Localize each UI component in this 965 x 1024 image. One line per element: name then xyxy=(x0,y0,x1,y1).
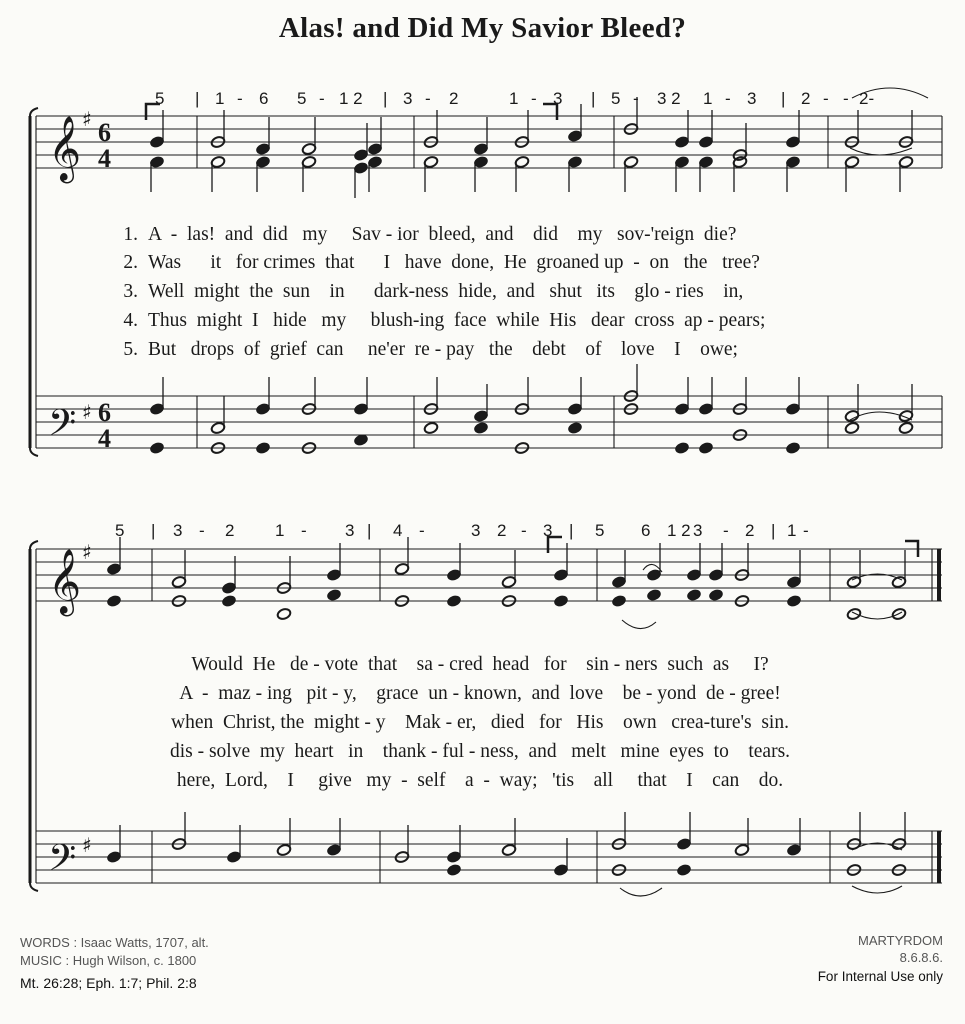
verse-line: here, Lord, I give my - self a - way; 'tis all that I can do. xyxy=(176,770,784,791)
note-head xyxy=(221,594,236,607)
verse-line: dis - solve my heart in thank - ful - ness, and melt mine eyes to tears. xyxy=(169,741,791,762)
treble-staff-2 xyxy=(36,549,942,601)
sol-token: | xyxy=(367,521,372,540)
note-head xyxy=(686,588,701,601)
note-head xyxy=(646,588,661,601)
sol-token: - xyxy=(803,521,809,540)
time-sig-top: 6 xyxy=(98,118,111,147)
bass-clef-icon: 𝄢 xyxy=(48,402,77,453)
sol-token: 3 xyxy=(693,521,703,540)
verse-number: 4. xyxy=(123,310,138,331)
verse-text: A - las! and did my Sav - ior bleed, and did my sov-'reign die? xyxy=(148,224,737,245)
sol-token: 1 2 xyxy=(339,89,363,108)
sol-token: 3 2 xyxy=(657,89,681,108)
sol-token: 3 xyxy=(173,521,183,540)
bass-staff-1 xyxy=(36,396,942,448)
note-head xyxy=(106,594,121,607)
sharp-icon: ♯ xyxy=(82,540,92,564)
sol-token: 3 xyxy=(345,521,355,540)
verse-line xyxy=(96,252,896,278)
sol-token: - xyxy=(319,89,325,108)
sol-token: | xyxy=(591,89,596,108)
note-head xyxy=(708,588,723,601)
verse-number: 3. xyxy=(123,281,138,302)
verse-number: 1. xyxy=(123,224,138,245)
verse-line xyxy=(96,339,896,365)
sol-token: 6 xyxy=(259,89,269,108)
note-head xyxy=(276,607,291,620)
sol-token: | xyxy=(383,89,388,108)
sol-token: - xyxy=(531,89,537,108)
sol-token: | xyxy=(771,521,776,540)
breath-mark-icon xyxy=(543,104,557,120)
verse-text: But drops of grief can ne'er re - pay the debt of love I owe; xyxy=(148,339,738,360)
note-head xyxy=(786,594,801,607)
sol-token: | xyxy=(195,89,200,108)
sol-token: - xyxy=(725,89,731,108)
note-head xyxy=(567,421,582,434)
note-head xyxy=(844,421,859,434)
treble-clef-icon: 𝄞 xyxy=(48,549,82,614)
treble-staff-1 xyxy=(36,116,942,168)
note-head xyxy=(846,607,861,620)
sol-token: 6 xyxy=(641,521,651,540)
verse-number: 2. xyxy=(123,252,138,273)
sol-token: | xyxy=(151,521,156,540)
sol-token: | xyxy=(781,89,786,108)
breath-mark-icon xyxy=(548,537,562,553)
sharp-icon: ♯ xyxy=(82,400,92,424)
verse-line xyxy=(96,310,896,336)
verse-line: A - maz - ing pit - y, grace un - known, and love be - yond de - gree! xyxy=(179,683,781,704)
tune-info xyxy=(818,932,943,985)
sol-token: 3 xyxy=(543,521,553,540)
sol-token: 5 xyxy=(595,521,605,540)
sol-token: 2 xyxy=(497,521,507,540)
note-head xyxy=(473,421,488,434)
bass-clef-icon: 𝄢 xyxy=(48,837,77,888)
note-head xyxy=(553,594,568,607)
internal-use-note: For Internal Use only xyxy=(817,969,943,984)
sol-token: 1 2 xyxy=(667,521,691,540)
sol-token: 2 xyxy=(449,89,459,108)
note-head xyxy=(898,421,913,434)
tune-meter: 8.6.8.6. xyxy=(899,950,943,965)
sol-token: 2 xyxy=(745,521,755,540)
sol-token: - xyxy=(419,521,425,540)
verse-text: Was it for crimes that I have done, He groaned up - on the tree? xyxy=(148,252,760,273)
sol-token: - xyxy=(633,89,639,108)
verse-number: 5. xyxy=(123,339,138,360)
sol-token: - xyxy=(301,521,307,540)
sharp-icon: ♯ xyxy=(82,833,92,857)
treble-clef-icon: 𝄞 xyxy=(48,116,82,181)
sol-token: | xyxy=(569,521,574,540)
sol-token: 5 xyxy=(297,89,307,108)
note-head xyxy=(149,441,164,454)
note-head xyxy=(255,441,270,454)
note-head xyxy=(423,421,438,434)
tune-name: MARTYRDOM xyxy=(858,933,943,948)
sol-token: 3 xyxy=(747,89,757,108)
breath-mark-icon xyxy=(146,104,160,120)
sol-token: - xyxy=(425,89,431,108)
note-head xyxy=(785,441,800,454)
verse-text: Well might the sun in dark-ness hide, and shut its glo - ries in, xyxy=(148,281,744,302)
note-head xyxy=(698,441,713,454)
sol-token: 3 xyxy=(471,521,481,540)
sol-token: 1 xyxy=(703,89,713,108)
time-sig-bottom: 4 xyxy=(98,424,111,453)
sol-token: - xyxy=(199,521,205,540)
sol-token: 5 xyxy=(155,89,165,108)
note-head xyxy=(446,863,461,876)
note-head xyxy=(676,863,691,876)
note-head xyxy=(446,594,461,607)
sol-token: - xyxy=(521,521,527,540)
verse-line xyxy=(96,224,896,250)
sol-token: 1 xyxy=(215,89,225,108)
sol-token: 1 xyxy=(509,89,519,108)
music-credit: MUSIC : Hugh Wilson, c. 1800 xyxy=(20,953,197,968)
sharp-icon: ♯ xyxy=(82,107,92,131)
sol-token: - xyxy=(723,521,729,540)
note-head xyxy=(326,588,341,601)
verse-line: Would He de - vote that sa - cred head for sin - ners such as I? xyxy=(191,654,769,675)
sol-token: - xyxy=(843,89,849,108)
sol-token: 3 xyxy=(553,89,563,108)
sol-token: - xyxy=(823,89,829,108)
words-credit: WORDS : Isaac Watts, 1707, alt. xyxy=(20,935,209,950)
verse-text: Thus might I hide my blush-ing face while His dear cross ap - pears; xyxy=(148,310,766,331)
sol-token: 1 xyxy=(275,521,285,540)
credits xyxy=(20,934,209,992)
sol-token: - xyxy=(237,89,243,108)
sol-token: 3 xyxy=(403,89,413,108)
scripture-refs: Mt. 26:28; Eph. 1:7; Phil. 2:8 xyxy=(20,975,197,991)
sol-token: 5 xyxy=(611,89,621,108)
sol-token: 1 xyxy=(787,521,797,540)
sol-token: 4 xyxy=(393,521,403,540)
sol-token: 2 xyxy=(225,521,235,540)
time-sig-top: 6 xyxy=(98,398,111,427)
sol-token: 2- xyxy=(859,89,875,108)
verse-line: when Christ, the might - y Mak - er, died for His own crea-ture's sin. xyxy=(171,712,789,733)
sol-token: 2 xyxy=(801,89,811,108)
verse-line xyxy=(96,281,896,307)
hymn-title: Alas! and Did My Savior Bleed? xyxy=(278,12,687,44)
bass-staff-2 xyxy=(36,831,942,883)
time-sig-bottom: 4 xyxy=(98,144,111,173)
note-head xyxy=(611,594,626,607)
sol-token: 5 xyxy=(115,521,125,540)
note-head xyxy=(674,441,689,454)
